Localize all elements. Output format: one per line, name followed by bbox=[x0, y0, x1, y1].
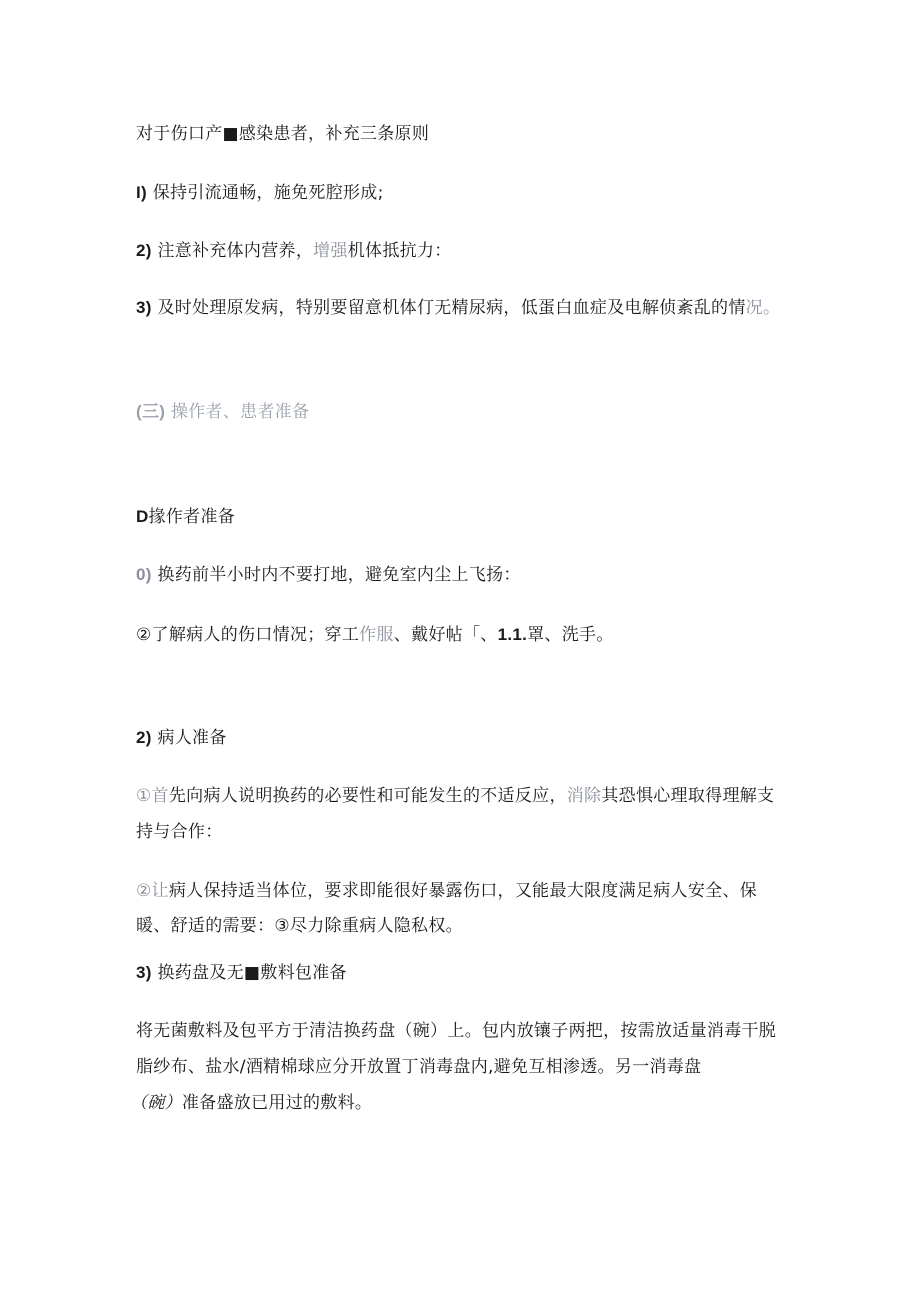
tray-paragraph-line-1 bbox=[136, 1020, 776, 1042]
patient-paragraph-2-line-2 bbox=[136, 915, 463, 937]
tray-paragraph-line-2 bbox=[136, 1056, 701, 1078]
intro-heading bbox=[136, 123, 429, 145]
principle-item-2-text-b: 增强 bbox=[313, 241, 348, 261]
section-three-number: (三) bbox=[136, 402, 166, 421]
patient-p1-a: ①首 bbox=[136, 786, 169, 806]
patient-p2-a: ②让 bbox=[136, 881, 169, 901]
patient-p2-b: 病人保持适当体位，要求即能很好暴露伤口，又能最大限度满足病人安全、保 bbox=[168, 881, 758, 901]
intro-heading-text: 对于伤口产■感染患者，补充三条原则 bbox=[136, 124, 430, 144]
tray-line-2: 脂纱布、盐水/酒精棉球应分开放置丁消毒盘内,避免互相渗透。另一消毒盘 bbox=[136, 1057, 702, 1077]
principle-item-3-number: 3) bbox=[136, 298, 152, 317]
operator-item-1 bbox=[136, 564, 521, 586]
principle-item-1-text: 保持引流通畅，施免死腔形成; bbox=[152, 183, 384, 203]
operator-prep-heading bbox=[136, 506, 235, 528]
tray-prep-text: 换药盘及无■敷料包准备 bbox=[157, 963, 347, 983]
principle-item-2-text-a: 注意补充体内营养， bbox=[157, 241, 314, 261]
principle-item-1-number: I) bbox=[136, 183, 147, 202]
patient-paragraph-1-line-1 bbox=[136, 785, 774, 807]
operator-item-1-text: 换药前半小时内不要打地，避免室内尘上飞扬： bbox=[157, 565, 521, 585]
operator-item-2-text-a: ②了解病人的伤口情况；穿工 bbox=[136, 625, 360, 645]
operator-prep-number: D bbox=[136, 507, 149, 526]
tray-paragraph-line-3 bbox=[130, 1092, 372, 1114]
patient-p2-line2: 暖、舒适的需要：③尽力除重病人隐私权。 bbox=[136, 916, 463, 936]
principle-item-2-text-c: 机体抵抗力： bbox=[347, 241, 452, 261]
patient-p1-d: 其恐惧心理取得理解支 bbox=[601, 786, 775, 806]
principle-item-2-number: 2) bbox=[136, 241, 152, 260]
operator-item-2-text-e: 罩、洗手。 bbox=[527, 625, 614, 645]
tray-prep-number: 3) bbox=[136, 963, 152, 982]
section-three-title bbox=[136, 401, 309, 423]
principle-item-1 bbox=[136, 182, 384, 204]
operator-item-2-text-b: 作服 bbox=[359, 625, 394, 645]
operator-prep-text: 掾作者准备 bbox=[148, 507, 236, 527]
principle-item-2 bbox=[136, 240, 452, 262]
patient-p1-line2: 持与合作： bbox=[136, 822, 223, 842]
section-three-text: 操作者、患者准备 bbox=[170, 402, 310, 422]
tray-line-1: 将无菌敷料及包平方于清洁换药盘（碗）上。包内放镶子两把，按需放适量消毒干脱 bbox=[136, 1021, 777, 1041]
patient-prep-heading bbox=[136, 727, 227, 749]
patient-prep-number: 2) bbox=[136, 728, 152, 747]
patient-paragraph-2-line-1 bbox=[136, 880, 757, 902]
operator-item-1-number: 0) bbox=[136, 565, 152, 584]
principle-item-3-text-a: 及时处理原发病，特别要留意机体仃无精尿病，低蛋白血症及电解侦紊乱的情 bbox=[157, 298, 746, 318]
patient-p1-b: 先向病人说明换药的必要性和可能发生的不适反应， bbox=[168, 786, 567, 806]
operator-item-2 bbox=[136, 624, 614, 646]
tray-line-3-a: （碗） bbox=[130, 1093, 182, 1113]
operator-item-2-text-d: 1.1. bbox=[497, 625, 528, 644]
tray-line-3-b: 准备盛放已用过的敷料。 bbox=[181, 1093, 373, 1113]
principle-item-3-text-b: 况。 bbox=[745, 298, 781, 318]
patient-prep-text: 病人准备 bbox=[157, 728, 227, 748]
principle-item-3 bbox=[136, 297, 780, 319]
patient-paragraph-1-line-2 bbox=[136, 821, 223, 843]
operator-item-2-text-c: 、戴好帖「、 bbox=[393, 625, 498, 645]
patient-p1-c: 消除 bbox=[566, 786, 602, 806]
tray-prep-heading bbox=[136, 962, 347, 984]
